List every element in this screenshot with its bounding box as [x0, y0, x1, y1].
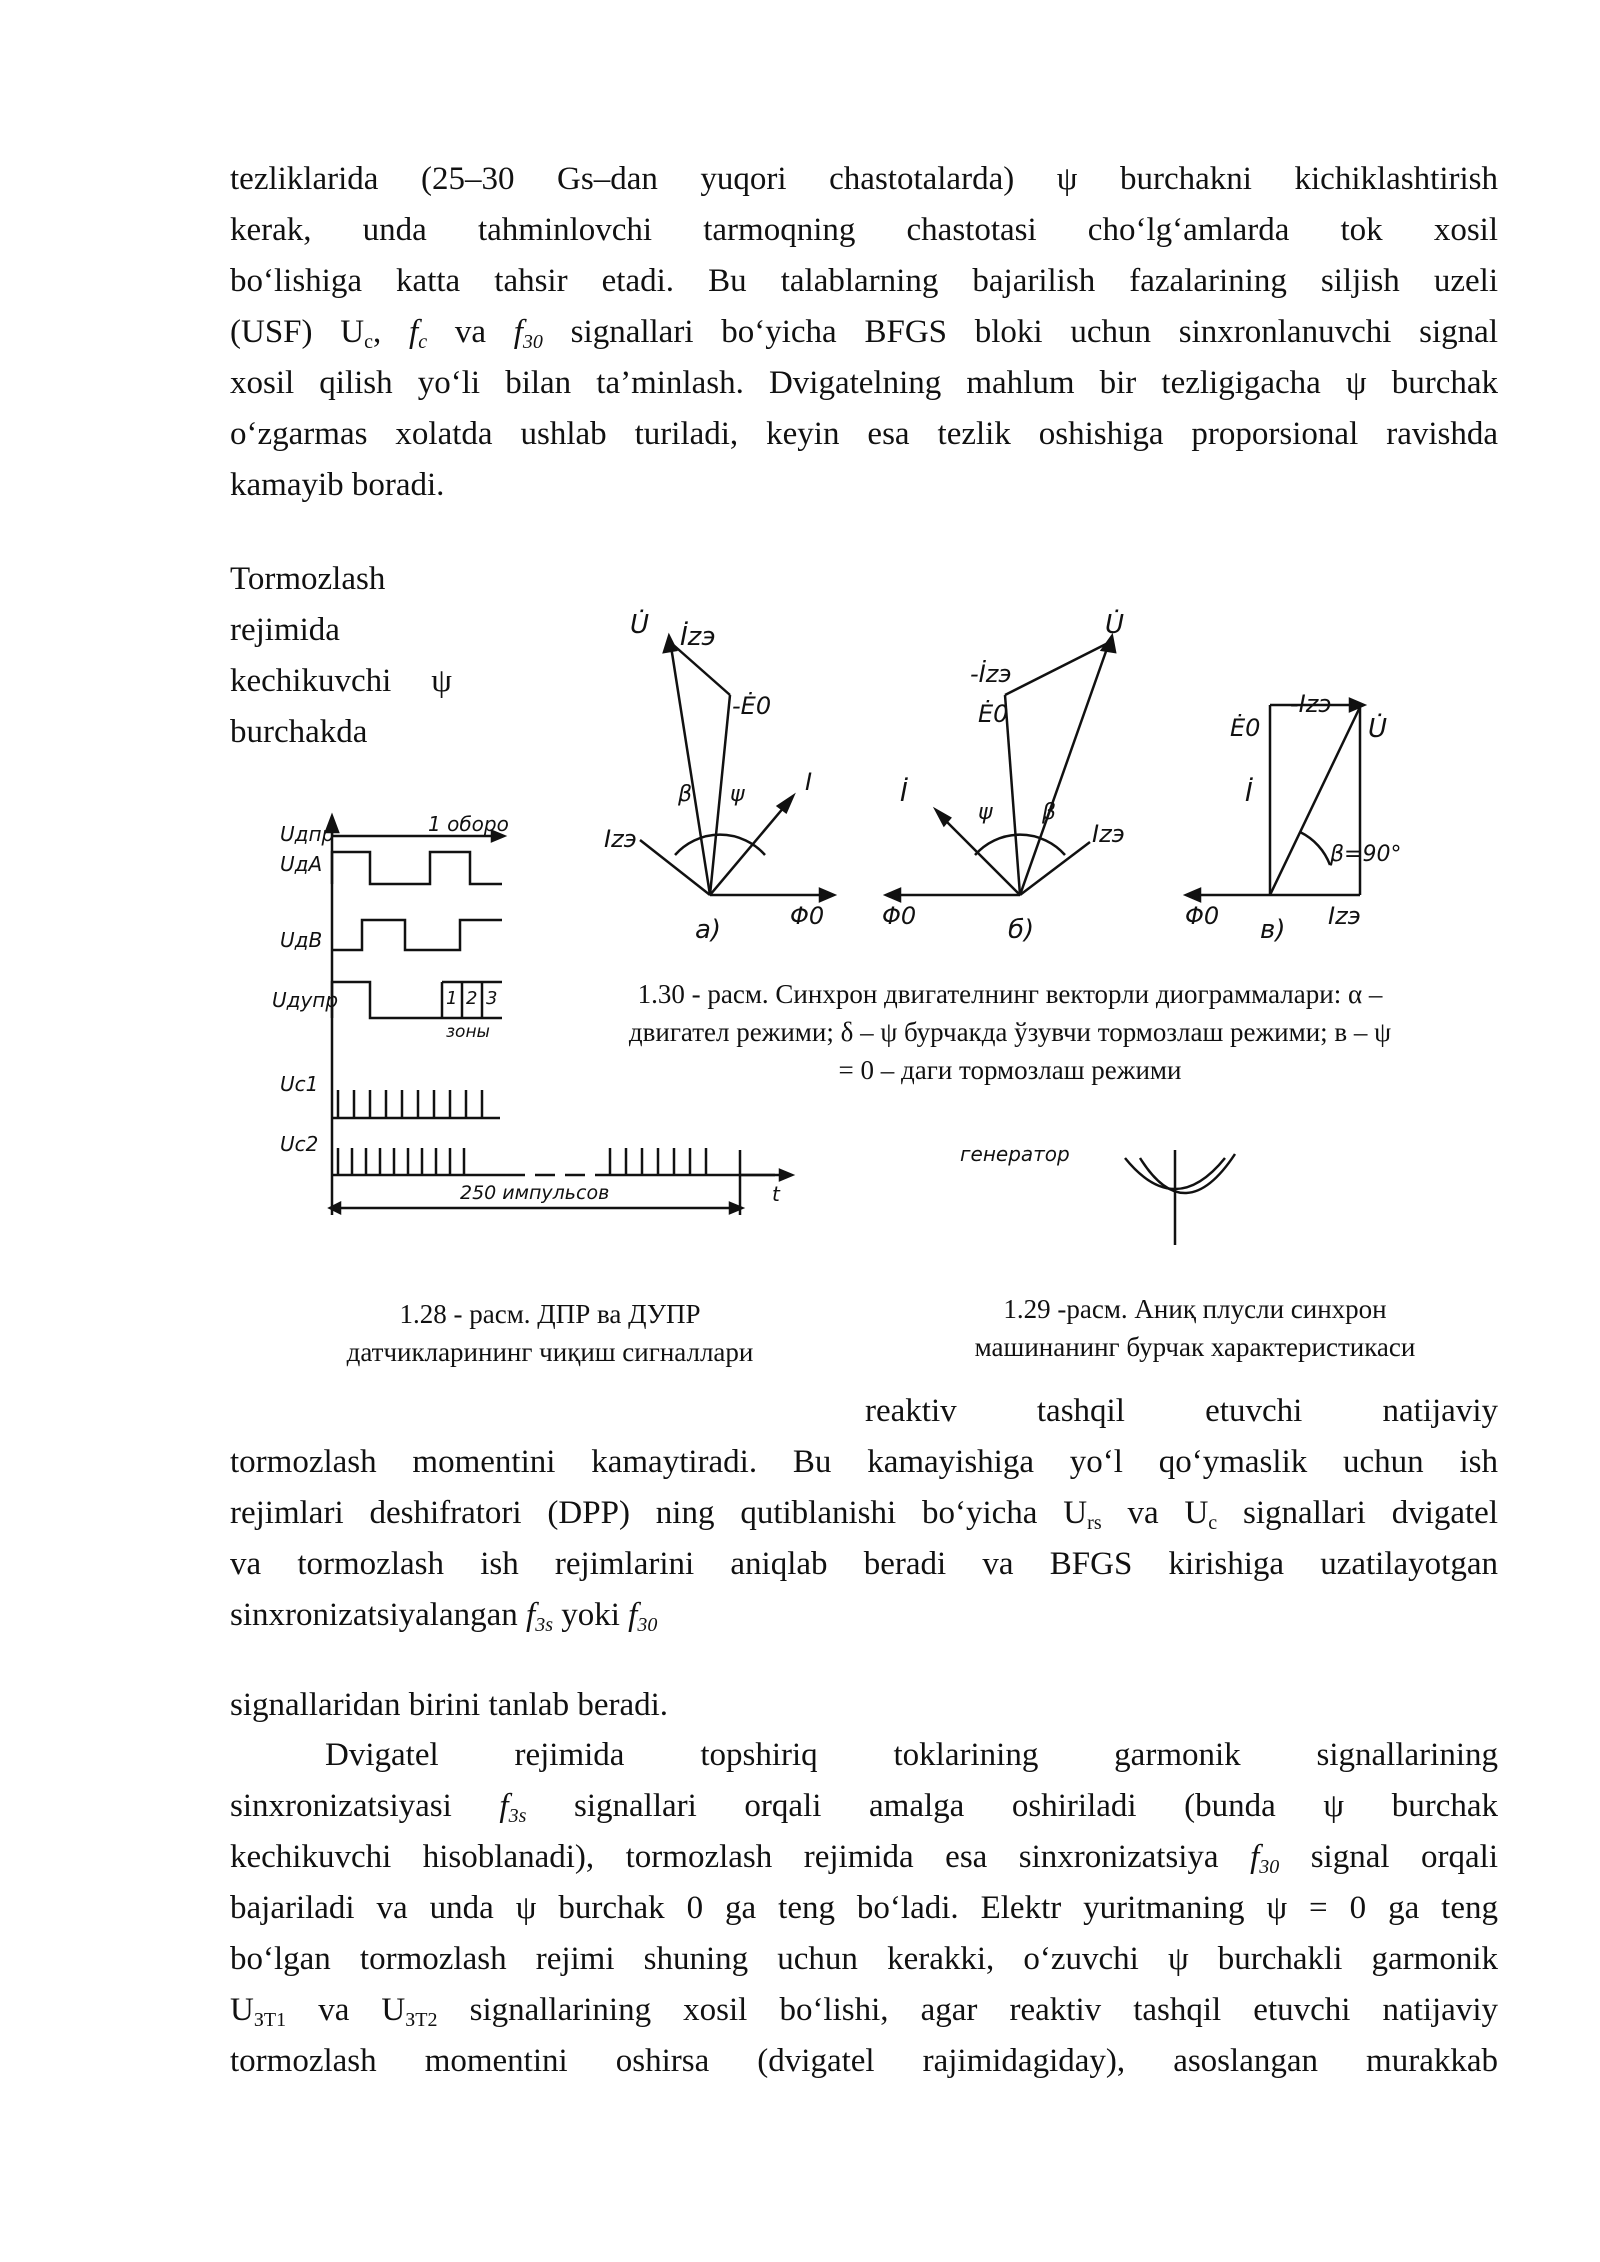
caption-line: двигател режими; δ – ψ бурчакда ўзувчи тормозлаш режими; в – ψ: [628, 1017, 1392, 1047]
label-b-mIz: -İzэ: [970, 660, 1012, 688]
caption-line: машинанинг бурчак характеристикаси: [974, 1332, 1416, 1362]
figure-1-30-vector-diagrams: [600, 610, 1430, 950]
caption-figure-1-30: [530, 975, 1490, 1089]
label-v-mIz: -Izэ: [1290, 690, 1332, 718]
label-zone-1: 1: [446, 988, 458, 1009]
label-zone-3: 3: [486, 988, 498, 1009]
label-a-E0: -Ė0: [732, 692, 772, 720]
paragraph-1: [230, 154, 1498, 511]
label-one-revolution: 1 оборо: [428, 812, 509, 836]
label-v: в): [1260, 915, 1286, 945]
text-line: bo‘lgan tormozlash rejimi shuning uchun kerakki, o‘zuvchi ψ burchakli garmonik: [230, 1941, 1498, 1977]
side-line: rejimida: [230, 612, 340, 648]
side-line: Tormozlash: [230, 561, 386, 597]
text-line: sinxronizatsiyalangan $f_{3s}$ yoki $f_{30}$: [230, 1597, 658, 1636]
paragraph-3: [230, 1680, 1498, 1731]
label-b-I: İ: [900, 778, 908, 808]
text-line: sinxronizatsiyasi $f_{3s}$ signallari orqali amalga oshiriladi (bunda ψ burchak: [230, 1788, 1498, 1827]
figure-1-29-angle-characteristic: [960, 1140, 1280, 1250]
caption-line: = 0 – даги тормозлаш режими: [838, 1055, 1182, 1085]
label-uc1: Uc1: [280, 1072, 319, 1096]
uc2-pulses: [338, 1148, 706, 1175]
text-line: signallaridan birini tanlab beradi.: [230, 1687, 669, 1723]
text-line: (USF) $U_c$, $f_c$ va $f_{30}$ signallari bo‘yicha BFGS bloki uchun sinxronlanuvchi signal: [230, 314, 1498, 353]
paragraph-4: [230, 1730, 1498, 2087]
label-a-psi: ψ: [730, 782, 745, 807]
label-uda: UдA: [280, 852, 323, 876]
text-line: kechikuvchi hisoblanadi), tormozlash rejimida esa sinxronizatsiya $f_{30}$ signal orqali: [230, 1839, 1498, 1878]
text-line: Dvigatel rejimida topshiriq toklarining garmonik signallarining: [325, 1737, 1498, 1773]
label-impulses: 250 импульсов: [460, 1182, 610, 1204]
text-line: tezliklarida (25–30 Gs–dan yuqori chastotalarda) ψ burchakni kichiklashtirish: [230, 161, 1498, 197]
label-a-Iz3: Izэ: [604, 825, 637, 853]
label-v-I: İ: [1245, 778, 1253, 808]
label-v-beta90: β=90°: [1330, 842, 1402, 867]
label-b-U: U̇: [1105, 610, 1125, 640]
label-b-E0: Ė0: [978, 700, 1009, 728]
side-line: burchakda: [230, 714, 368, 750]
label-a-I: I: [805, 768, 813, 796]
label-b-Phi0: Φ0: [882, 902, 917, 930]
text-line: o‘zgarmas xolatda ushlab turiladi, keyin esa tezlik oshishiga proporsional ravishda: [230, 416, 1498, 452]
label-udb: UдB: [280, 928, 323, 952]
text-line: reaktiv tashqil etuvchi natijaviy: [865, 1393, 1498, 1429]
label-v-Phi0: Φ0: [1185, 902, 1220, 930]
diagram-v: [1186, 699, 1364, 901]
label-v-U: U̇: [1368, 714, 1388, 744]
label-generator: генератор: [960, 1142, 1070, 1166]
text-line: rejimlari deshifratori (DPP) ning qutiblanishi bo‘yicha $U_{rs}$ va $U_c$ signallari dvigatel: [230, 1495, 1498, 1534]
side-line: kechikuvchi ψ: [230, 663, 452, 699]
text-line: kamayib boradi.: [230, 467, 445, 503]
text-line: $U_{ЗТ1}$ va $U_{ЗТ2}$ signallarining xosil bo‘lishi, agar reaktiv tashqil etuvchi natijaviy: [230, 1992, 1498, 2031]
caption-line: датчикларининг чиқиш сигналлари: [346, 1337, 754, 1367]
label-a-beta: β: [678, 782, 693, 807]
text-line: kerak, unda tahminlovchi tarmoqning chastotasi cho‘lg‘amlarda tok xosil: [230, 212, 1498, 248]
label-b: б): [1008, 915, 1035, 945]
text-line: xosil qilish yo‘li bilan ta’minlash. Dvigatelning mahlum bir tezligigacha ψ burchak: [230, 365, 1498, 401]
caption-line: 1.28 - расм. ДПР ва ДУПР: [399, 1299, 701, 1329]
text-line: va tormozlash ish rejimlarini aniqlab beradi va BFGS kirishiga uzatilayotgan: [230, 1546, 1498, 1582]
label-zone-2: 2: [466, 988, 478, 1009]
caption-figure-1-28: [300, 1295, 800, 1367]
label-udupr: Uдупр: [272, 988, 339, 1012]
caption-line: 1.30 - расм. Синхрон двигателнинг векторли диограммалари: α –: [637, 979, 1383, 1009]
side-text: [230, 554, 452, 758]
text-line: tormozlash momentini oshirsa (dvigatel rajimidagiday), asoslangan murakkab: [230, 2043, 1498, 2079]
caption-figure-1-29: [900, 1290, 1490, 1366]
label-t: t: [772, 1182, 780, 1206]
label-b-psi: ψ: [978, 800, 993, 825]
label-a: а): [695, 915, 722, 945]
text-line: tormozlash momentini kamaytiradi. Bu kamayishiga yo‘l qo‘ymaslik uchun ish: [230, 1444, 1498, 1480]
label-udpr: Uдпр: [280, 822, 335, 846]
label-b-beta: β: [1042, 800, 1057, 825]
label-zones: зоны: [446, 1022, 490, 1042]
label-v-E0: Ė0: [1230, 714, 1261, 742]
label-a-Iz: İzэ: [680, 622, 716, 652]
label-a-Phi0: Φ0: [790, 902, 825, 930]
label-b-Iz3: Izэ: [1092, 820, 1125, 848]
text-line: bajariladi va unda ψ burchak 0 ga teng bo‘ladi. Elektr yuritmaning ψ = 0 ga teng: [230, 1890, 1498, 1926]
label-a-U: U̇: [630, 610, 650, 640]
uc1-pulses: [338, 1090, 482, 1118]
caption-line: 1.29 -расм. Аниқ плусли синхрон: [1003, 1294, 1387, 1324]
paragraph-2: [230, 1386, 1498, 1641]
text-line: bo‘lishiga katta tahsir etadi. Bu talablarning bajarilish fazalarining siljish uzeli: [230, 263, 1498, 299]
label-uc2: Uc2: [280, 1132, 319, 1156]
label-v-Iz3: Izэ: [1328, 902, 1361, 930]
